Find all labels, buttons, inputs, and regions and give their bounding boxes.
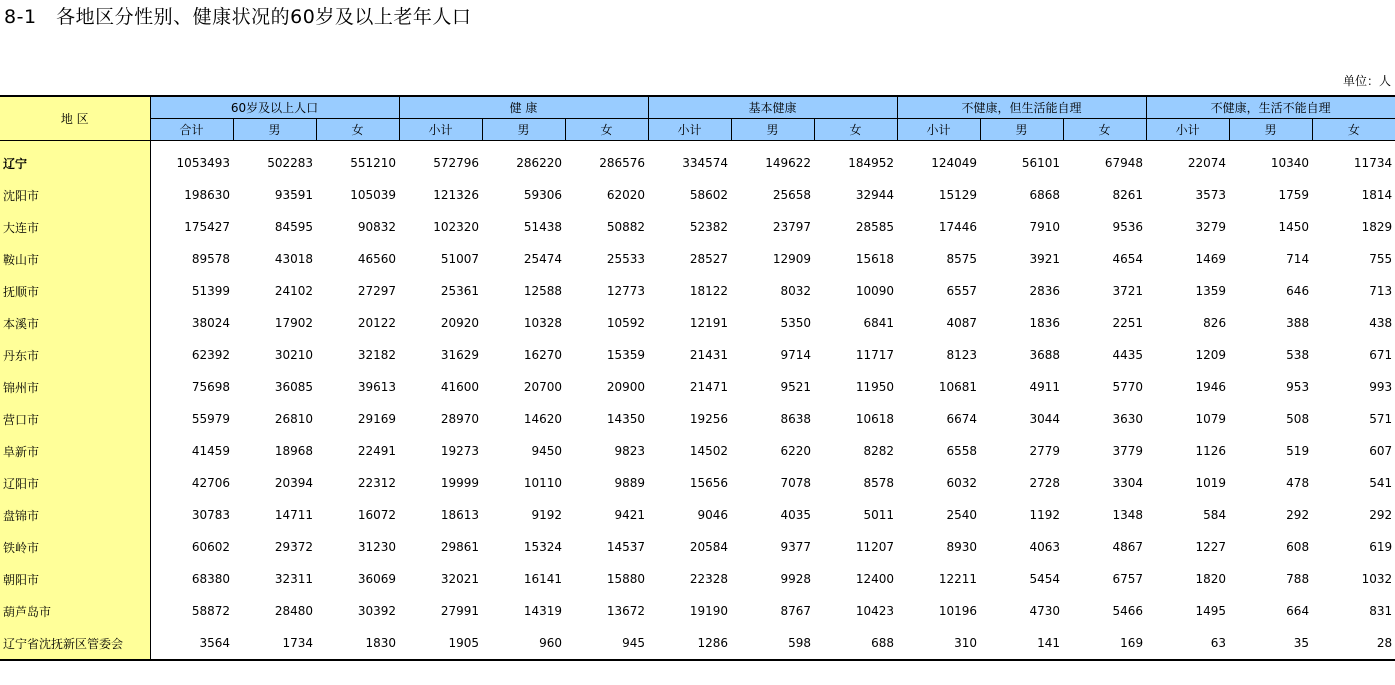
group-header: 基本健康 <box>648 96 897 119</box>
data-cell: 2836 <box>1029 284 1061 298</box>
data-cell: 3921 <box>1029 252 1061 266</box>
data-cell: 12211 <box>938 572 978 586</box>
data-cell: 1053493 <box>176 156 230 170</box>
sub-column-header: 小计 <box>399 119 482 141</box>
data-cell: 519 <box>1286 444 1310 458</box>
data-cell: 502283 <box>267 156 313 170</box>
sub-column-header: 小计 <box>648 119 731 141</box>
data-cell: 58602 <box>689 188 729 202</box>
data-cell: 3279 <box>1195 220 1227 234</box>
data-cell: 831 <box>1369 604 1393 618</box>
data-cell: 388 <box>1286 316 1310 330</box>
data-cell: 22328 <box>689 572 729 586</box>
data-cell: 3779 <box>1112 444 1144 458</box>
data-cell: 149622 <box>765 156 812 170</box>
data-cell: 2540 <box>946 508 978 522</box>
region-name: 大连市 <box>0 211 150 243</box>
data-cell: 4435 <box>1112 348 1144 362</box>
data-cell: 18968 <box>274 444 313 458</box>
data-cell: 31230 <box>357 540 397 554</box>
data-cell: 14620 <box>523 412 563 426</box>
data-cell: 1734 <box>233 627 316 660</box>
sub-column-header: 女 <box>814 119 897 141</box>
data-cell: 15618 <box>855 252 895 266</box>
sub-column-header: 女 <box>316 119 399 141</box>
data-cell: 1209 <box>1195 348 1227 362</box>
data-cell: 22491 <box>357 444 397 458</box>
data-cell: 8930 <box>946 540 978 554</box>
data-cell: 75698 <box>191 380 230 394</box>
data-cell: 1836 <box>1029 316 1061 330</box>
data-cell: 688 <box>814 627 897 660</box>
data-cell: 14502 <box>689 444 729 458</box>
data-cell: 607 <box>1369 444 1393 458</box>
data-cell: 3564 <box>150 627 233 660</box>
population-table <box>0 95 1395 661</box>
data-cell: 198630 <box>184 188 230 202</box>
data-cell: 11207 <box>855 540 895 554</box>
data-cell: 68380 <box>191 572 230 586</box>
sub-column-header: 小计 <box>897 119 980 141</box>
table-row <box>0 499 1395 531</box>
region-name: 阜新市 <box>0 435 150 467</box>
data-cell: 4867 <box>1112 540 1144 554</box>
data-cell: 541 <box>1369 476 1393 490</box>
data-cell: 105039 <box>350 188 397 202</box>
sub-column-header: 男 <box>1229 119 1312 141</box>
data-cell: 1450 <box>1278 220 1310 234</box>
sub-column-header: 合计 <box>150 119 233 141</box>
data-cell: 1227 <box>1195 540 1227 554</box>
group-header: 不健康，生活不能自理 <box>1146 96 1395 119</box>
data-cell: 12588 <box>523 284 563 298</box>
data-cell: 169 <box>1063 627 1146 660</box>
data-cell: 5454 <box>1029 572 1061 586</box>
data-cell: 2779 <box>1029 444 1061 458</box>
data-cell: 20700 <box>523 380 563 394</box>
data-cell: 16141 <box>523 572 563 586</box>
data-cell: 12773 <box>606 284 646 298</box>
data-cell: 32311 <box>274 572 313 586</box>
region-name: 丹东市 <box>0 339 150 371</box>
data-cell: 12909 <box>772 252 812 266</box>
data-cell: 2728 <box>1029 476 1061 490</box>
data-cell: 826 <box>1203 316 1227 330</box>
data-cell: 584 <box>1203 508 1227 522</box>
data-cell: 10328 <box>523 316 563 330</box>
data-cell: 664 <box>1286 604 1310 618</box>
data-cell: 10340 <box>1270 156 1310 170</box>
table-row <box>0 371 1395 403</box>
data-cell: 27991 <box>440 604 480 618</box>
data-cell: 6674 <box>946 412 978 426</box>
data-cell: 89578 <box>191 252 230 266</box>
data-cell: 755 <box>1369 252 1393 266</box>
table-row <box>0 531 1395 563</box>
data-cell: 4730 <box>1029 604 1061 618</box>
group-header: 健 康 <box>399 96 648 119</box>
data-cell: 4911 <box>1029 380 1061 394</box>
data-cell: 6032 <box>946 476 978 490</box>
data-cell: 14711 <box>274 508 313 522</box>
data-cell: 5770 <box>1112 380 1144 394</box>
data-cell: 36069 <box>357 572 397 586</box>
data-cell: 35 <box>1229 627 1312 660</box>
data-cell: 1192 <box>1029 508 1061 522</box>
data-cell: 1830 <box>316 627 399 660</box>
data-cell: 30783 <box>191 508 230 522</box>
data-cell: 11717 <box>855 348 895 362</box>
data-cell: 6868 <box>1029 188 1061 202</box>
data-cell: 31629 <box>440 348 480 362</box>
region-name: 本溪市 <box>0 307 150 339</box>
data-cell: 286220 <box>516 156 563 170</box>
data-cell: 21431 <box>689 348 729 362</box>
data-cell: 8282 <box>863 444 895 458</box>
data-cell: 1759 <box>1278 188 1310 202</box>
page-title: 8-1 各地区分性别、健康状况的60岁及以上老年人口 <box>4 6 472 28</box>
data-cell: 10618 <box>855 412 895 426</box>
data-cell: 8578 <box>863 476 895 490</box>
data-cell: 121326 <box>433 188 480 202</box>
data-cell: 9192 <box>531 508 563 522</box>
data-cell: 12400 <box>855 572 895 586</box>
data-cell: 3044 <box>1029 412 1061 426</box>
data-cell: 3630 <box>1112 412 1144 426</box>
data-cell: 788 <box>1286 572 1310 586</box>
data-cell: 55979 <box>191 412 230 426</box>
data-cell: 51438 <box>523 220 563 234</box>
data-cell: 15129 <box>938 188 978 202</box>
data-cell: 175427 <box>184 220 230 234</box>
data-cell: 52382 <box>689 220 729 234</box>
data-cell: 25361 <box>440 284 480 298</box>
data-cell: 29861 <box>440 540 480 554</box>
table-row <box>0 339 1395 371</box>
data-cell: 3721 <box>1112 284 1144 298</box>
data-cell: 19190 <box>689 604 729 618</box>
data-cell: 15324 <box>523 540 563 554</box>
data-cell: 42706 <box>191 476 230 490</box>
data-cell: 15880 <box>606 572 646 586</box>
data-cell: 30210 <box>274 348 313 362</box>
data-cell: 15359 <box>606 348 646 362</box>
data-cell: 571 <box>1369 412 1393 426</box>
data-cell: 10423 <box>855 604 895 618</box>
region-name: 辽宁省沈抚新区管委会 <box>0 627 150 660</box>
data-cell: 20394 <box>274 476 313 490</box>
data-cell: 46560 <box>357 252 397 266</box>
data-cell: 43018 <box>274 252 313 266</box>
data-cell: 41459 <box>191 444 230 458</box>
data-cell: 32021 <box>440 572 480 586</box>
table-row <box>0 275 1395 307</box>
region-name: 锦州市 <box>0 371 150 403</box>
data-cell: 508 <box>1286 412 1310 426</box>
data-cell: 334574 <box>682 156 729 170</box>
data-cell: 9046 <box>697 508 729 522</box>
data-cell: 20584 <box>689 540 729 554</box>
region-name: 营口市 <box>0 403 150 435</box>
data-cell: 945 <box>565 627 648 660</box>
data-cell: 6757 <box>1112 572 1144 586</box>
data-cell: 538 <box>1286 348 1310 362</box>
data-cell: 23797 <box>772 220 812 234</box>
table-row <box>0 435 1395 467</box>
data-cell: 13672 <box>606 604 646 618</box>
data-cell: 1814 <box>1361 188 1393 202</box>
data-cell: 28585 <box>855 220 895 234</box>
data-cell: 58872 <box>191 604 230 618</box>
data-cell: 184952 <box>848 156 895 170</box>
data-cell: 478 <box>1286 476 1310 490</box>
table-row <box>0 243 1395 275</box>
data-cell: 1829 <box>1361 220 1393 234</box>
data-cell: 1126 <box>1195 444 1227 458</box>
data-cell: 438 <box>1369 316 1393 330</box>
data-cell: 38024 <box>191 316 230 330</box>
data-cell: 20122 <box>357 316 397 330</box>
data-cell: 1820 <box>1195 572 1227 586</box>
data-cell: 9928 <box>780 572 812 586</box>
data-cell: 960 <box>482 627 565 660</box>
data-cell: 50882 <box>606 220 646 234</box>
data-cell: 3573 <box>1195 188 1227 202</box>
data-cell: 1495 <box>1195 604 1227 618</box>
data-cell: 8261 <box>1112 188 1144 202</box>
table-row <box>0 563 1395 595</box>
table-row <box>0 627 1395 660</box>
data-cell: 11950 <box>855 380 895 394</box>
data-cell: 572796 <box>433 156 480 170</box>
data-cell: 25533 <box>606 252 646 266</box>
data-cell: 26810 <box>274 412 313 426</box>
data-cell: 14537 <box>606 540 646 554</box>
data-cell: 10196 <box>938 604 978 618</box>
data-cell: 1079 <box>1195 412 1227 426</box>
data-cell: 29372 <box>274 540 313 554</box>
data-cell: 11734 <box>1353 156 1393 170</box>
data-cell: 67948 <box>1104 156 1144 170</box>
data-cell: 18613 <box>440 508 480 522</box>
data-cell: 310 <box>897 627 980 660</box>
data-cell: 6220 <box>780 444 812 458</box>
table-row <box>0 141 1395 180</box>
data-cell: 1946 <box>1195 380 1227 394</box>
data-cell: 7910 <box>1029 220 1061 234</box>
data-cell: 14319 <box>523 604 563 618</box>
data-cell: 9889 <box>614 476 646 490</box>
data-cell: 56101 <box>1021 156 1061 170</box>
data-cell: 84595 <box>274 220 313 234</box>
data-cell: 51007 <box>440 252 480 266</box>
data-cell: 1359 <box>1195 284 1227 298</box>
data-cell: 10592 <box>606 316 646 330</box>
data-cell: 18122 <box>689 284 729 298</box>
data-cell: 9450 <box>531 444 563 458</box>
data-cell: 90832 <box>357 220 397 234</box>
data-cell: 646 <box>1286 284 1310 298</box>
data-cell: 1019 <box>1195 476 1227 490</box>
group-header: 60岁及以上人口 <box>150 96 399 119</box>
data-cell: 63 <box>1146 627 1229 660</box>
data-cell: 32182 <box>357 348 397 362</box>
data-cell: 20920 <box>440 316 480 330</box>
data-cell: 60602 <box>191 540 230 554</box>
region-column-header: 地 区 <box>0 96 150 141</box>
table-row <box>0 595 1395 627</box>
data-cell: 28480 <box>274 604 313 618</box>
data-cell: 17902 <box>274 316 313 330</box>
data-cell: 9521 <box>780 380 812 394</box>
data-cell: 292 <box>1286 508 1310 522</box>
data-cell: 16270 <box>523 348 563 362</box>
data-cell: 4035 <box>780 508 812 522</box>
data-cell: 93591 <box>274 188 313 202</box>
data-cell: 102320 <box>433 220 480 234</box>
data-cell: 619 <box>1369 540 1393 554</box>
data-cell: 28527 <box>689 252 729 266</box>
data-cell: 6841 <box>863 316 895 330</box>
data-cell: 8123 <box>946 348 978 362</box>
region-name: 辽宁 <box>0 141 150 180</box>
data-cell: 286576 <box>599 156 646 170</box>
data-cell: 10090 <box>855 284 895 298</box>
data-cell: 41600 <box>440 380 480 394</box>
data-cell: 713 <box>1369 284 1393 298</box>
region-name: 鞍山市 <box>0 243 150 275</box>
data-cell: 124049 <box>931 156 978 170</box>
region-name: 葫芦岛市 <box>0 595 150 627</box>
sub-column-header: 男 <box>980 119 1063 141</box>
data-cell: 714 <box>1286 252 1310 266</box>
data-cell: 598 <box>731 627 814 660</box>
data-cell: 30392 <box>357 604 397 618</box>
data-cell: 10681 <box>938 380 978 394</box>
sub-column-header: 男 <box>233 119 316 141</box>
data-cell: 1032 <box>1361 572 1393 586</box>
region-name: 抚顺市 <box>0 275 150 307</box>
data-cell: 36085 <box>274 380 313 394</box>
unit-label: 单位：人 <box>1342 74 1391 88</box>
group-header: 不健康，但生活能自理 <box>897 96 1146 119</box>
data-cell: 14350 <box>606 412 646 426</box>
data-cell: 21471 <box>689 380 729 394</box>
data-cell: 292 <box>1369 508 1393 522</box>
data-cell: 15656 <box>689 476 729 490</box>
region-name: 朝阳市 <box>0 563 150 595</box>
sub-column-header: 女 <box>1063 119 1146 141</box>
data-cell: 62392 <box>191 348 230 362</box>
table-row <box>0 211 1395 243</box>
data-cell: 4654 <box>1112 252 1144 266</box>
data-cell: 1469 <box>1195 252 1227 266</box>
data-cell: 39613 <box>357 380 397 394</box>
data-cell: 22312 <box>357 476 397 490</box>
data-cell: 3688 <box>1029 348 1061 362</box>
table-row <box>0 467 1395 499</box>
data-cell: 59306 <box>523 188 563 202</box>
region-name: 沈阳市 <box>0 179 150 211</box>
data-cell: 953 <box>1286 380 1310 394</box>
data-cell: 8032 <box>780 284 812 298</box>
sub-column-header: 男 <box>731 119 814 141</box>
region-name: 铁岭市 <box>0 531 150 563</box>
data-cell: 7078 <box>780 476 812 490</box>
data-cell: 551210 <box>350 156 397 170</box>
table-row <box>0 403 1395 435</box>
data-cell: 25474 <box>523 252 563 266</box>
data-cell: 9421 <box>614 508 646 522</box>
data-cell: 51399 <box>191 284 230 298</box>
data-cell: 9536 <box>1112 220 1144 234</box>
data-cell: 4087 <box>946 316 978 330</box>
data-cell: 20900 <box>606 380 646 394</box>
data-cell: 1348 <box>1112 508 1144 522</box>
region-name: 辽阳市 <box>0 467 150 499</box>
region-name: 盘锦市 <box>0 499 150 531</box>
data-cell: 8575 <box>946 252 978 266</box>
sub-column-header: 男 <box>482 119 565 141</box>
data-cell: 62020 <box>606 188 646 202</box>
data-cell: 9823 <box>614 444 646 458</box>
data-cell: 28 <box>1312 627 1395 660</box>
data-cell: 1286 <box>648 627 731 660</box>
data-cell: 10110 <box>523 476 563 490</box>
data-cell: 19999 <box>440 476 480 490</box>
data-cell: 16072 <box>357 508 397 522</box>
data-cell: 22074 <box>1187 156 1227 170</box>
sub-column-header: 女 <box>565 119 648 141</box>
data-cell: 25658 <box>772 188 812 202</box>
data-cell: 9377 <box>780 540 812 554</box>
data-cell: 28970 <box>440 412 480 426</box>
data-cell: 5466 <box>1112 604 1144 618</box>
data-cell: 12191 <box>689 316 729 330</box>
data-cell: 27297 <box>357 284 397 298</box>
data-cell: 141 <box>980 627 1063 660</box>
data-cell: 19256 <box>689 412 729 426</box>
data-cell: 9714 <box>780 348 812 362</box>
sub-column-header: 女 <box>1312 119 1395 141</box>
sub-column-header: 小计 <box>1146 119 1229 141</box>
data-cell: 608 <box>1286 540 1310 554</box>
data-cell: 3304 <box>1112 476 1144 490</box>
data-cell: 19273 <box>440 444 480 458</box>
table-row <box>0 307 1395 339</box>
data-cell: 8638 <box>780 412 812 426</box>
data-cell: 671 <box>1369 348 1393 362</box>
data-cell: 6558 <box>946 444 978 458</box>
data-cell: 8767 <box>780 604 812 618</box>
data-cell: 24102 <box>274 284 313 298</box>
data-cell: 4063 <box>1029 540 1061 554</box>
data-cell: 29169 <box>357 412 397 426</box>
data-cell: 1905 <box>399 627 482 660</box>
data-cell: 993 <box>1369 380 1393 394</box>
table-row <box>0 179 1395 211</box>
data-cell: 5350 <box>780 316 812 330</box>
data-cell: 2251 <box>1112 316 1144 330</box>
data-cell: 17446 <box>938 220 978 234</box>
data-cell: 32944 <box>855 188 895 202</box>
data-cell: 6557 <box>946 284 978 298</box>
data-cell: 5011 <box>863 508 895 522</box>
